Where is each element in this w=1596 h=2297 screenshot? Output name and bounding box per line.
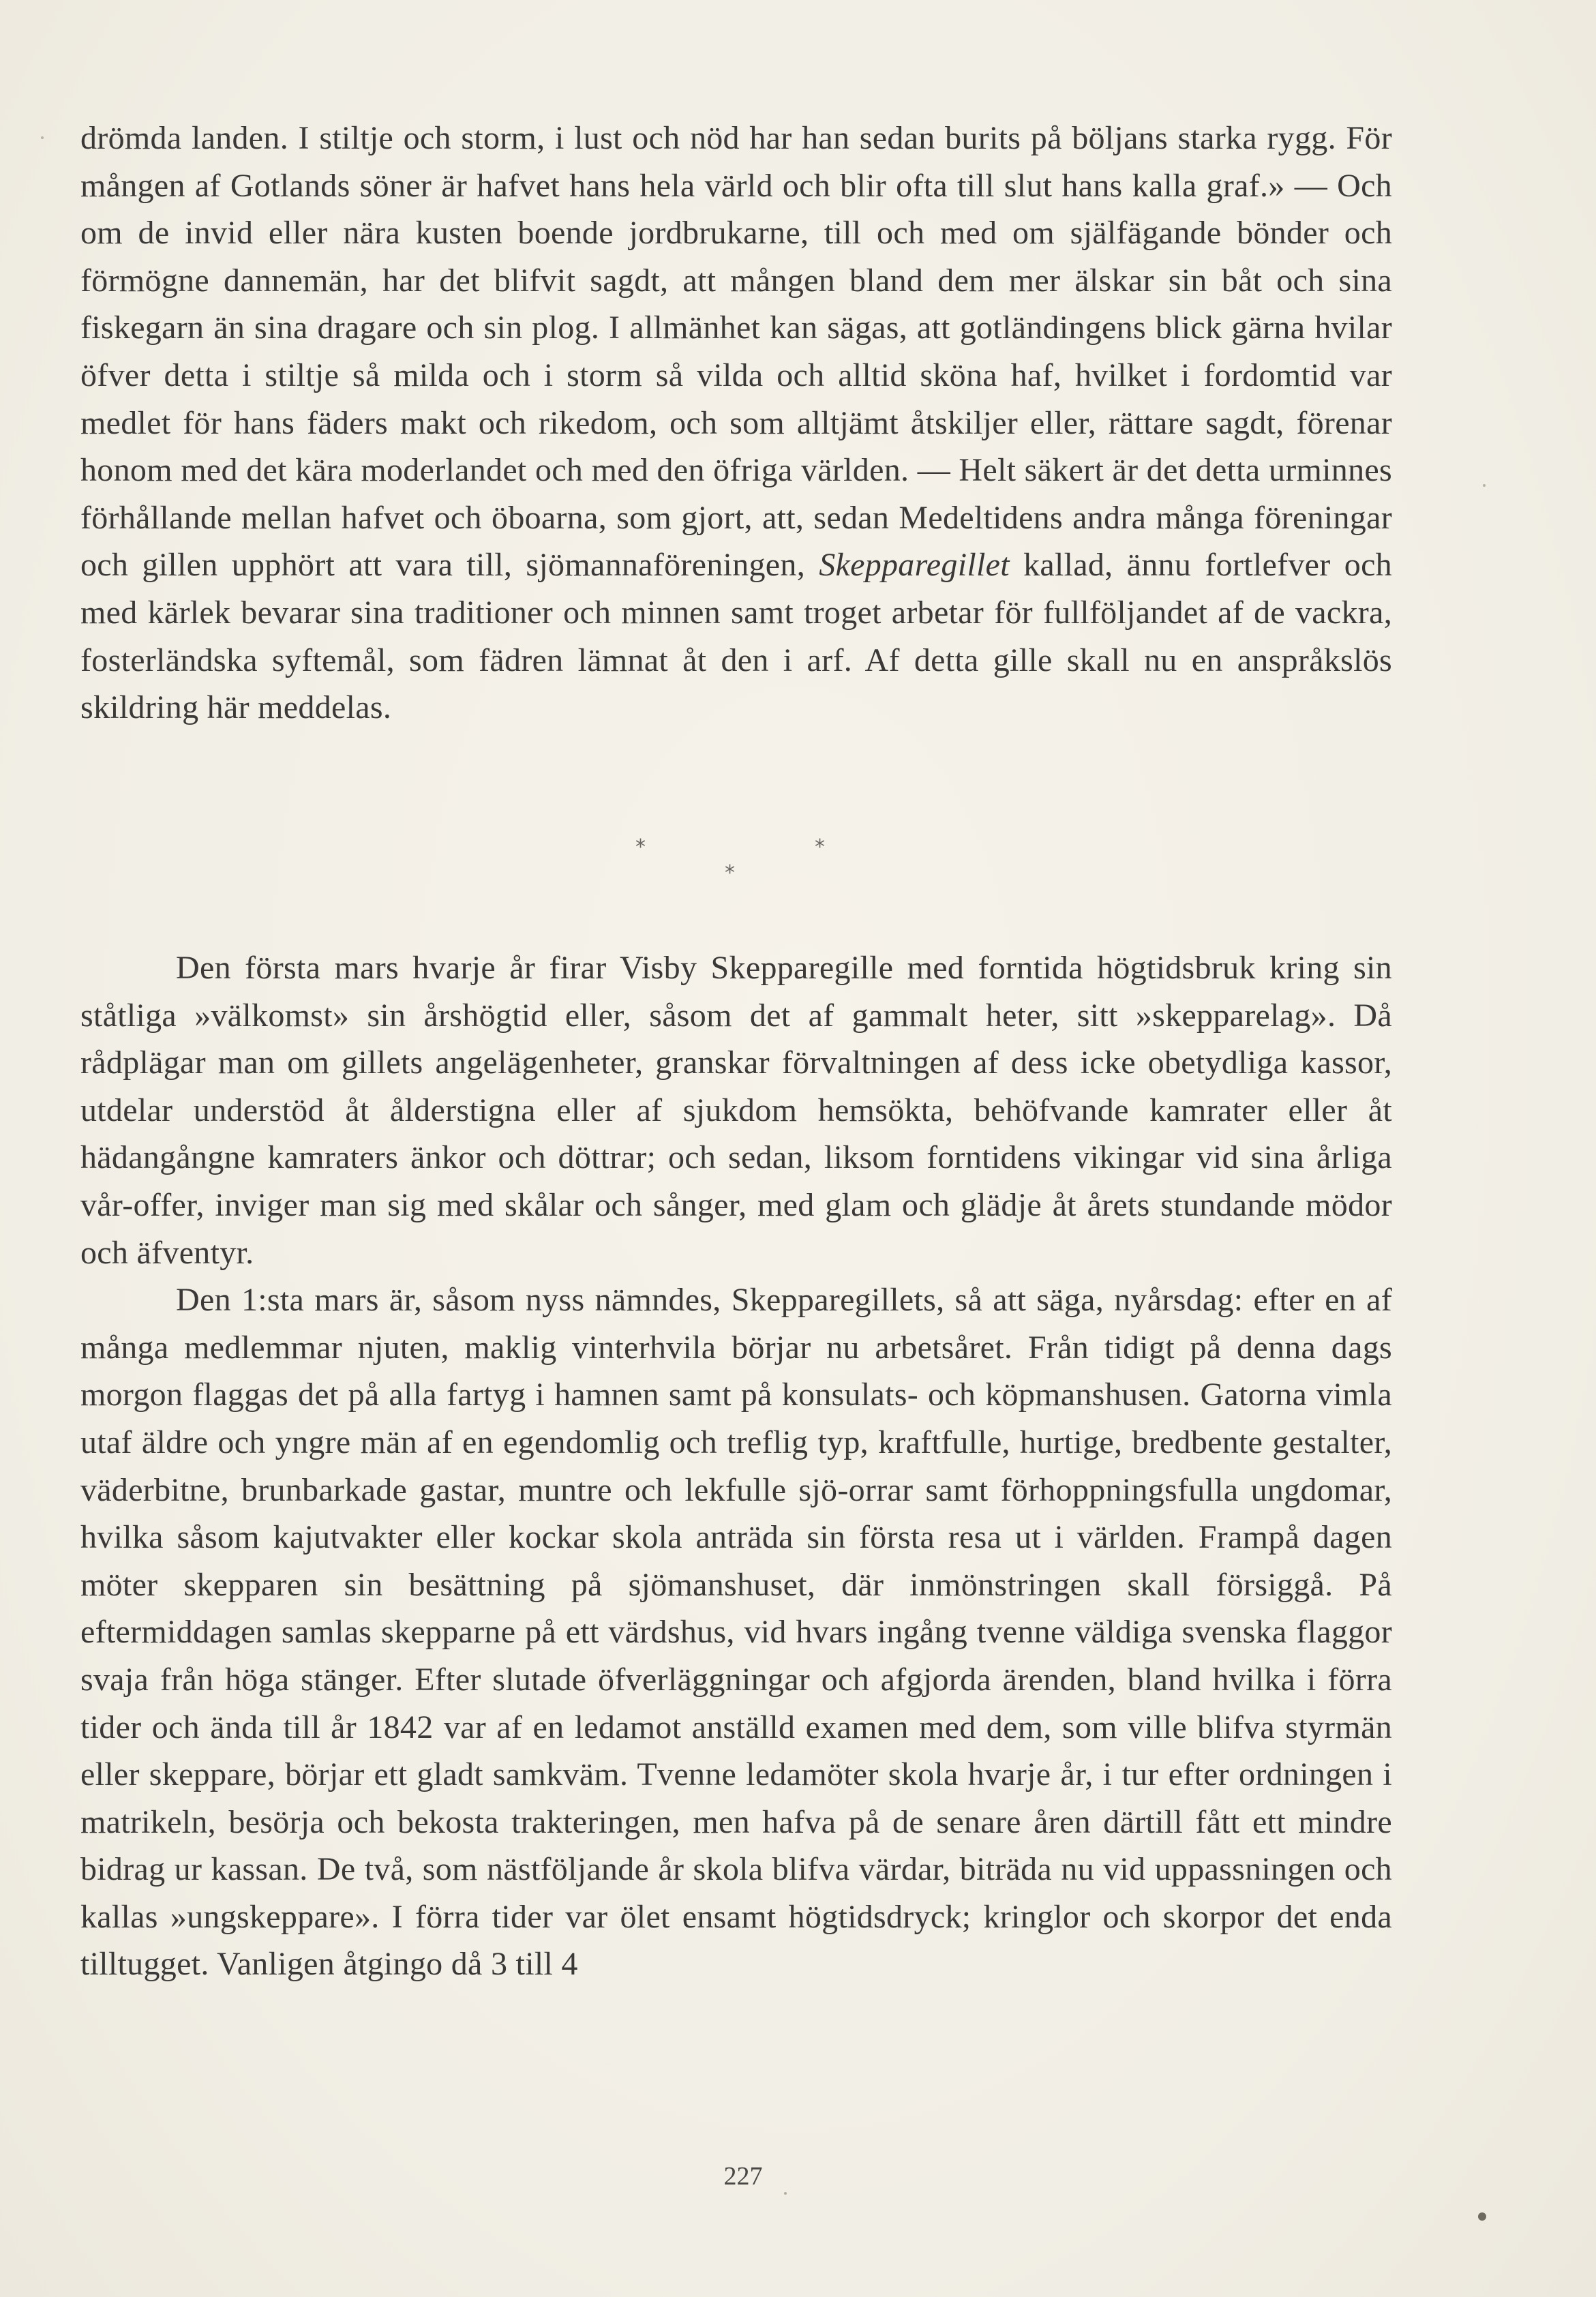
paragraph-continuation — [80, 115, 1392, 732]
italic-term-skepparegillet: Skepparegillet — [819, 547, 1010, 584]
ink-speck — [1483, 484, 1486, 487]
ink-speck — [1478, 2212, 1486, 2221]
paragraph-skepparelag: Den första mars hvarje år firar Visby Skepparegille med forntida högtidsbruk kring sin ståtliga »välkomst» sin årshögtid eller, såsom det af gammalt heter, sitt »skepparelag». Då rådplägar man om gillets angelägenheter, granskar förvaltningen af dess icke obetydliga kassor, utdelar understöd åt ålderstigna eller af sjukdom hemsökta, behöfvande kamrater eller åt hädangångne kamraters änkor och döttrar; och sedan, liksom forntidens vikingar vid sina årliga vår-offer, inviger man sig med skålar och sånger, med glam och glädje åt årets stundande mödor och äfventyr. — [80, 950, 1392, 1271]
text-section-top — [80, 115, 1392, 732]
ink-speck — [784, 2192, 787, 2195]
paragraph-1-end-text: kallad, ännu fortlefver och med kärlek bevarar sina traditioner och minnen samt troget arbetar för fullföljandet af de vackra, fosterländska syftemål, som fädren lämnat åt den i arf. Af detta gille skall nu en anspråkslös skildring här meddelas. — [80, 547, 1392, 726]
paragraph-1-text: drömda landen. I stiltje och storm, i lust och nöd har han sedan burits på böljans starka rygg. För mången af Gotlands söner är hafvet hans hela värld och blir ofta till slut hans kalla graf.» — Och om de invid eller nära kusten boende jordbrukarne, till och med om själfägande bönder och förmögne dannemän, har det blifvit sagdt, att mången bland dem mer älskar sin båt och sina fiskegarn än sina dragare och sin plog. I allmänhet kan sägas, att gotländingens blick gärna hvilar öfver detta i stiltje så milda och i storm så vilda och alltid sköna haf, hvilket i fordomtid var medlet för hans fäders makt och rikedom, och som alltjämt åtskiljer eller, rättare sagdt, förenar honom med det kära moderlandet och med den öfriga världen. — Helt säkert är det detta urminnes förhållande mellan hafvet och öboarna, som gjort, att, sedan Medeltidens andra många föreningar och gillen upphört att vara till, sjömannaföreningen, — [80, 120, 1392, 584]
text-section-bottom — [80, 944, 1392, 1988]
asterism-star-left: * — [635, 835, 646, 859]
page-number: 227 — [723, 2162, 763, 2191]
asterism-star-bottom: * — [725, 861, 735, 885]
asterism-star-right: * — [815, 835, 825, 859]
section-break-asterism — [0, 828, 1596, 890]
ink-speck — [41, 136, 44, 139]
paragraph-nyarsdag: Den 1:sta mars är, såsom nyss nämndes, Skepparegillets, så att säga, nyårsdag: efter en af många medlemmar njuten, maklig vinterhvila börjar nu arbetsåret. Från tidigt på denna dags morgon flaggas det på alla fartyg i hamnen samt på konsulats- och köpmanshusen. Gatorna vimla utaf äldre och yngre män af en egendomlig och treflig typ, kraftfulle, hurtige, bredbente gestalter, väderbitne, brunbarkade gastar, muntre och lekfulle sjö-orrar samt förhoppningsfulla ungdomar, hvilka såsom kajutvakter eller kockar skola anträda sin första resa ut i världen. Frampå dagen möter skepparen sin besättning på sjömanshuset, där inmönstringen skall försiggå. På eftermiddagen samlas skepparne på ett värdshus, vid hvars ingång tvenne väldiga svenska flaggor svaja från höga stänger. Efter slutade öfverläggningar och afgjorda ärenden, bland hvilka i förra tider och ända till år 1842 var af en ledamot anställd examen med dem, som ville blifva styrmän eller skeppare, börjar ett gladt samkväm. Tvenne ledamöter skola hvarje år, i tur efter ordningen i matrikeln, besörja och bekosta trakteringen, men hafva på de senare åren därtill fått ett mindre bidrag ur kassan. De två, som nästföljande år skola blifva värdar, biträda nu vid uppassningen och kallas »ungskeppare». I förra tider var ölet ensamt högtidsdryck; kringlor och skorpor det enda tilltugget. Vanligen åtgingo då 3 till 4 — [80, 1282, 1392, 1983]
